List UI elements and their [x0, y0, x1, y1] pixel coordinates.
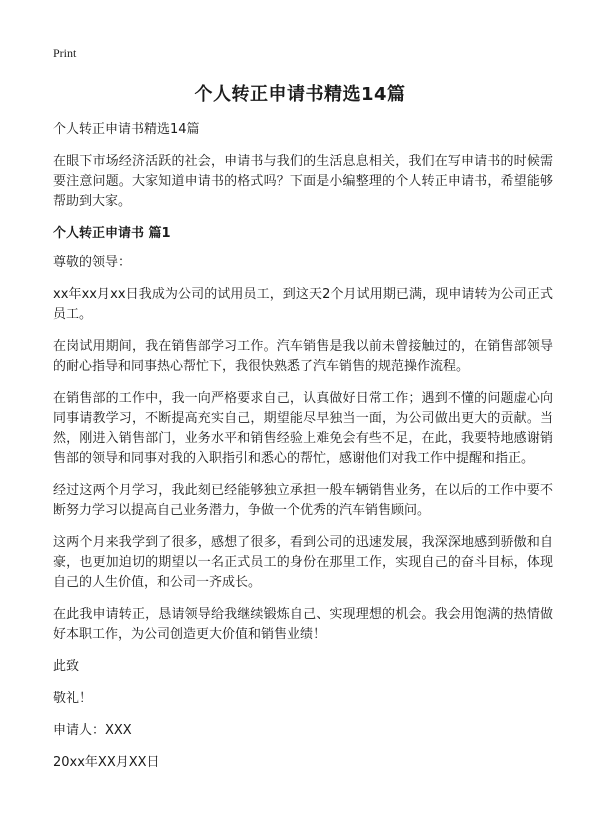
body-paragraph-5: 这两个月来我学到了很多，感想了很多，看到公司的迅速发展，我深深地感到骄傲和自豪，也更加迫切的期望以一名正式员工的身份在那里工作，实现自己的奋斗目标，体现自己的人生价值，和公司一齐成长。 — [53, 535, 553, 590]
page-title: 个人转正申请书精选14篇 — [194, 84, 406, 105]
section-heading: 个人转正申请书 篇1 — [53, 226, 171, 241]
print-link[interactable]: Print — [53, 46, 77, 60]
date-line: 20xx年XX月XX日 — [53, 755, 160, 770]
closing-line: 此致 — [53, 659, 80, 674]
document-body — [53, 120, 553, 785]
intro-paragraph: 在眼下市场经济活跃的社会，申请书与我们的生活息息相关，我们在写申请书的时候需要注意问题。大家知道申请书的格式吗？下面是小编整理的个人转正申请书，希望能够帮助到大家。 — [53, 154, 553, 209]
body-paragraph-6: 在此我申请转正，恳请领导给我继续锻炼自己、实现理想的机会。我会用饱满的热情做好本职工作，为公司创造更大价值和销售业绩！ — [53, 607, 553, 642]
body-paragraph-4: 经过这两个月学习，我此刻已经能够独立承担一般车辆销售业务，在以后的工作中要不断努力学习以提高自己业务潜力，争做一个优秀的汽车销售顾问。 — [53, 483, 553, 518]
applicant-line: 申请人：XXX — [53, 723, 132, 738]
body-paragraph-2: 在岗试用期间，我在销售部学习工作。汽车销售是我以前未曾接触过的，在销售部领导的耐心指导和同事热心帮忙下，我很快熟悉了汽车销售的规范操作流程。 — [53, 339, 553, 374]
greeting: 尊敬的领导： — [53, 255, 132, 270]
salute-line: 敬礼！ — [53, 691, 93, 706]
body-paragraph-1: xx年xx月xx日我成为公司的试用员工，到这天2个月试用期已满，现申请转为公司正式员工。 — [53, 287, 553, 322]
body-paragraph-3: 在销售部的工作中，我一向严格要求自己，认真做好日常工作；遇到不懂的问题虚心向同事请教学习，不断提高充实自己，期望能尽早独当一面，为公司做出更大的贡献。当然，刚进入销售部门，业务水平和销售经验上难免会有些不足，在此，我要特地感谢销售部的领导和同事对我的入职指引和悉心的帮忙，感谢他们对我工作中提醒和指正。 — [53, 391, 553, 466]
subtitle: 个人转正申请书精选14篇 — [53, 122, 200, 137]
